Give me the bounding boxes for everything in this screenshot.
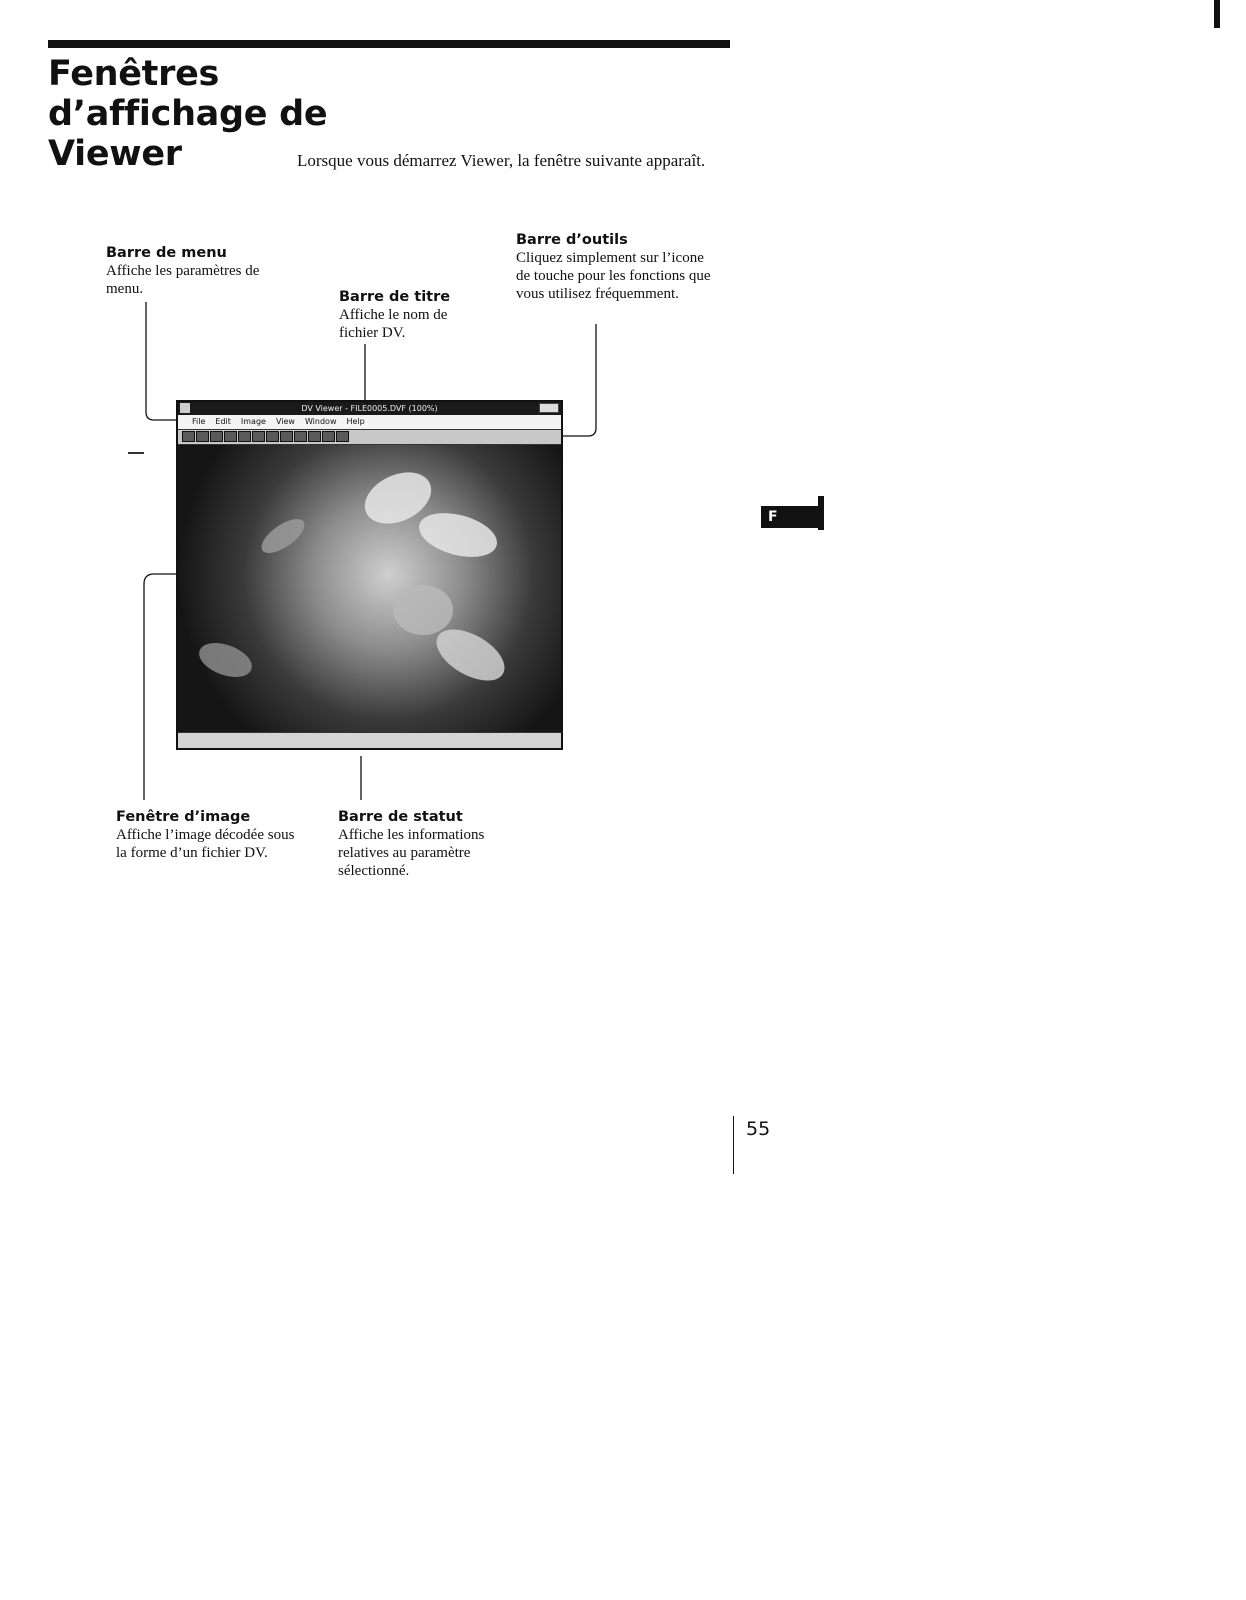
- callout-title-bar-text: Affiche le nom de fichier DV.: [339, 307, 448, 341]
- window-title-bar: [178, 402, 561, 415]
- system-menu-icon: [180, 403, 190, 413]
- menu-item-file: File: [192, 417, 206, 426]
- toolbar-button-icon: [182, 431, 195, 442]
- viewer-window-screenshot: [176, 400, 563, 750]
- window-title-text: DV Viewer - FILE0005.DVF (100%): [301, 404, 438, 413]
- leader-image-window: [144, 574, 178, 800]
- stray-mark: [128, 452, 144, 454]
- toolbar-button-icon: [294, 431, 307, 442]
- section-badge: F: [761, 506, 823, 528]
- petal-shape: [195, 636, 257, 683]
- toolbar-button-icon: [210, 431, 223, 442]
- page-title-line1: Fenêtres: [48, 54, 220, 94]
- toolbar-button-icon: [252, 431, 265, 442]
- leader-toolbar: [562, 324, 596, 436]
- menu-item-help: Help: [346, 417, 365, 426]
- menu-item-image: Image: [240, 417, 266, 426]
- toolbar-button-icon: [196, 431, 209, 442]
- page-title-line3: Viewer: [48, 134, 182, 174]
- callout-status-bar-label: Barre de statut: [338, 809, 463, 825]
- menu-item-edit: Edit: [215, 417, 231, 426]
- callout-toolbar-text: Cliquez simplement sur l’icone de touche pour les fonctions que vous utilisez fréquemment.: [516, 250, 711, 302]
- toolbar-button-icon: [280, 431, 293, 442]
- window-menu-bar: [178, 415, 561, 430]
- callout-menu-bar-label: Barre de menu: [106, 245, 227, 261]
- callout-toolbar-label: Barre d’outils: [516, 232, 628, 248]
- callout-menu-bar-text: Affiche les paramètres de menu.: [106, 263, 260, 297]
- intro-text: Lorsque vous démarrez Viewer, la fenêtre suivante apparaît.: [297, 151, 706, 170]
- leader-menu-bar: [146, 302, 180, 420]
- callout-image-window-label: Fenêtre d’image: [116, 809, 251, 825]
- window-status-bar: [178, 732, 561, 748]
- toolbar-button-icon: [336, 431, 349, 442]
- petal-shape: [256, 513, 310, 560]
- petal-shape: [393, 585, 453, 635]
- menu-item-view: View: [275, 417, 295, 426]
- image-window-flower-photo: [178, 445, 561, 733]
- toolbar-button-icon: [238, 431, 251, 442]
- toolbar-button-icon: [322, 431, 335, 442]
- window-toolbar: [178, 430, 561, 445]
- callout-image-window-text: Affiche l’image décodée sous la forme d’un fichier DV.: [116, 827, 295, 861]
- menu-item-window: Window: [304, 417, 337, 426]
- petal-shape: [414, 505, 502, 564]
- page-number-rule: [733, 1116, 734, 1174]
- callout-title-bar-label: Barre de titre: [339, 289, 451, 305]
- toolbar-button-icon: [266, 431, 279, 442]
- callout-status-bar-text: Affiche les informations relatives au paramètre sélectionné.: [338, 827, 485, 879]
- page-title-line2: d’affichage de: [48, 94, 328, 134]
- page-number: 55: [746, 1118, 771, 1140]
- toolbar-button-icon: [224, 431, 237, 442]
- toolbar-button-icon: [308, 431, 321, 442]
- window-controls-icon: [539, 403, 559, 413]
